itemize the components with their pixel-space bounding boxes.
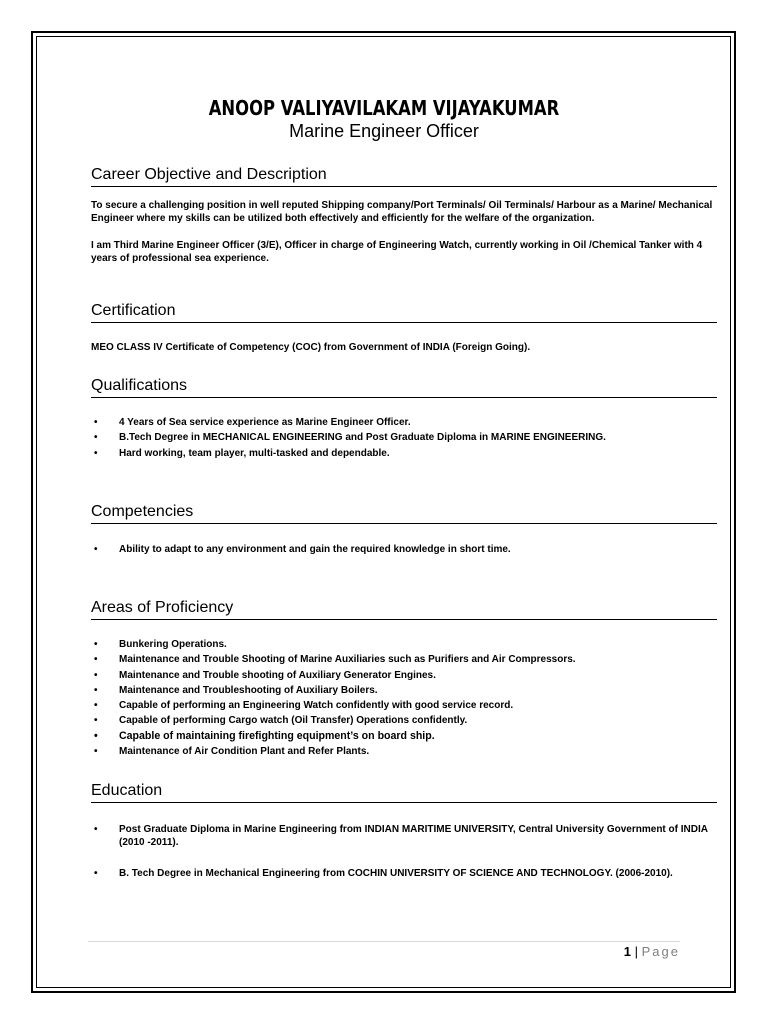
bullet-icon: • bbox=[94, 417, 98, 428]
bullet-icon: • bbox=[94, 729, 98, 742]
list-item: • Maintenance and Troubleshooting of Auxiliary Boilers. bbox=[91, 683, 717, 698]
competencies-heading: Competencies bbox=[91, 503, 717, 524]
career-heading: Career Objective and Description bbox=[91, 166, 717, 187]
competencies-section bbox=[91, 503, 717, 557]
page-separator: | bbox=[634, 944, 638, 959]
education-heading: Education bbox=[91, 782, 717, 803]
education-list bbox=[91, 823, 717, 880]
certification-text: MEO CLASS IV Certificate of Competency (COC) from Government of INDIA (Foreign Going). bbox=[91, 342, 531, 353]
bullet-icon: • bbox=[94, 447, 98, 459]
list-item: • Capable of performing an Engineering Watch confidently with good service record. bbox=[91, 698, 717, 713]
page-number: 1 bbox=[623, 944, 631, 959]
list-item: • Hard working, team player, multi-tasked and dependable. bbox=[91, 446, 717, 461]
bullet-icon: • bbox=[94, 746, 98, 758]
bullet-icon: • bbox=[94, 824, 98, 835]
bullet-icon: • bbox=[94, 432, 98, 444]
list-item: • Maintenance and Trouble shooting of Auxiliary Generator Engines. bbox=[91, 668, 717, 683]
bullet-icon: • bbox=[94, 700, 98, 712]
qualifications-list bbox=[91, 415, 717, 461]
bullet-icon: • bbox=[94, 639, 98, 650]
list-item: • Post Graduate Diploma in Marine Engineering from INDIAN MARITIME UNIVERSITY, Central University Government of INDIA (2010 -2011). bbox=[94, 824, 708, 848]
career-paragraph-2: I am Third Marine Engineer Officer (3/E), Officer in charge of Engineering Watch, currently working in Oil /Chemical Tanker with 4 years of professional sea experience. bbox=[91, 240, 703, 264]
list-item: • Maintenance of Air Condition Plant and Refer Plants. bbox=[91, 744, 717, 759]
page-number-footer bbox=[500, 944, 680, 959]
certification-section bbox=[91, 302, 717, 354]
bullet-icon: • bbox=[94, 868, 98, 879]
list-item: • Capable of performing Cargo watch (Oil Transfer) Operations confidently. bbox=[91, 713, 717, 728]
page-word: Page bbox=[641, 944, 680, 959]
bullet-icon: • bbox=[94, 684, 98, 696]
bullet-icon: • bbox=[94, 715, 98, 727]
bullet-icon: • bbox=[94, 654, 98, 666]
certification-heading: Certification bbox=[91, 302, 717, 323]
candidate-role: Marine Engineer Officer bbox=[289, 121, 479, 141]
education-section bbox=[91, 782, 717, 880]
qualifications-heading: Qualifications bbox=[91, 377, 717, 398]
proficiency-list bbox=[91, 637, 717, 759]
bullet-icon: • bbox=[94, 669, 98, 681]
list-item: • Capable of maintaining firefighting equipment’s on board ship. bbox=[91, 729, 717, 744]
list-item: • Maintenance and Trouble Shooting of Marine Auxiliaries such as Purifiers and Air Compressors. bbox=[91, 652, 717, 667]
candidate-name: ANOOP VALIYAVILAKAM VIJAYAKUMAR bbox=[208, 96, 560, 120]
list-item: • Bunkering Operations. bbox=[91, 637, 717, 652]
career-paragraph-1: To secure a challenging position in well reputed Shipping company/Port Terminals/ Oil Terminals/ Harbour as a Marine/ Mechanical Engineer where my skills can be utilized both effectively and efficiently for the welfare of the organization. bbox=[91, 200, 713, 224]
qualifications-section bbox=[91, 377, 717, 461]
list-item: • B. Tech Degree in Mechanical Engineering from COCHIN UNIVERSITY OF SCIENCE AND TECHNOLOGY. (2006-2010). bbox=[94, 868, 673, 879]
footer-divider bbox=[88, 941, 680, 942]
list-item: • B.Tech Degree in MECHANICAL ENGINEERING and Post Graduate Diploma in MARINE ENGINEERING. bbox=[91, 430, 717, 445]
career-section bbox=[91, 166, 717, 265]
proficiency-section bbox=[91, 599, 717, 759]
proficiency-heading: Areas of Proficiency bbox=[91, 599, 717, 620]
bullet-icon: • bbox=[94, 544, 98, 555]
list-item: • Ability to adapt to any environment and gain the required knowledge in short time. bbox=[91, 542, 717, 557]
competencies-list bbox=[91, 542, 717, 557]
list-item: • 4 Years of Sea service experience as Marine Engineer Officer. bbox=[91, 415, 717, 430]
